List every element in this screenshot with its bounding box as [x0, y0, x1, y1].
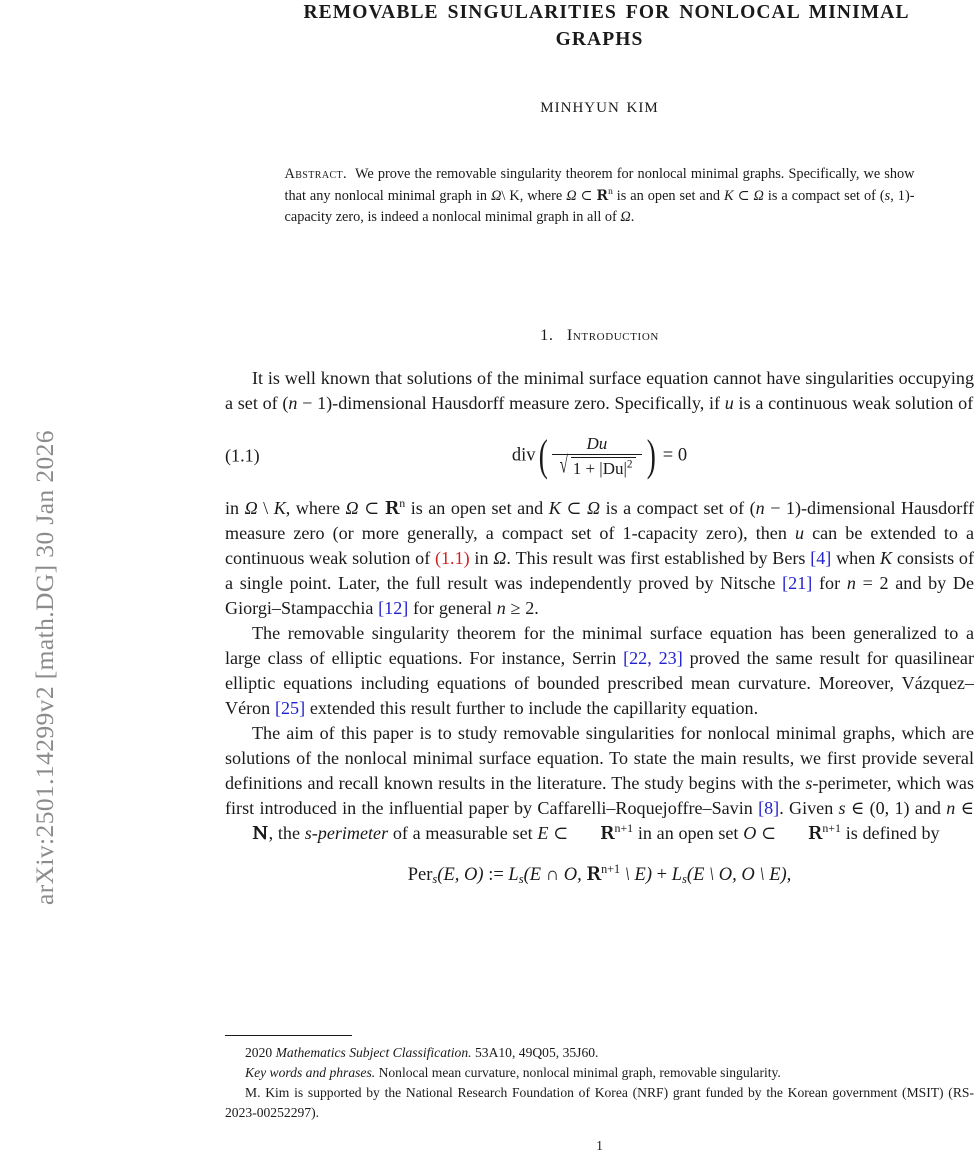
page-title-line-2: GRAPHS [555, 28, 644, 50]
footnote-keywords [225, 1063, 974, 1083]
abstract-k-1: K [724, 187, 734, 204]
per-o: O [464, 865, 478, 886]
eq-r-exponent: n+1 [601, 862, 621, 877]
left-paren: ( [538, 431, 548, 481]
p2-part-3: is an open set and [405, 498, 549, 519]
p4-part-11: is defined by [840, 823, 940, 844]
footnote-block [225, 1035, 974, 1122]
p4-blackboard-n: N [252, 823, 269, 845]
citation-vazquez-veron[interactable]: [25] [274, 698, 306, 719]
abstract-blackboard-r: R [596, 187, 609, 204]
p3-part-1: The removable singularity theorem for the minimal surface equation has been generalized to a large class of elliptic equations. For instance, Serrin [225, 623, 974, 669]
p4-part-2: -perimeter, which was first introduced in the influential paper by Caffarelli–Roquejoffre–Savin [225, 773, 974, 819]
paragraph-4 [225, 721, 974, 846]
p2-r-exponent: n [399, 496, 406, 511]
abstract-s: s [884, 187, 891, 204]
p2-part-7: in [469, 548, 494, 569]
p2-part-14: ≥ 2. [505, 598, 539, 619]
p2-part-4: is a compact set of ( [600, 498, 756, 519]
page-content [225, 0, 974, 1165]
l1-o: O [563, 865, 578, 886]
equation-reference-1-1[interactable]: (1.1) [434, 548, 470, 569]
abstract-omega-2: Ω [566, 187, 577, 204]
abstract-text-4: is a compact set of ( [763, 187, 885, 204]
msc-year: 2020 [245, 1045, 273, 1060]
equation-s-perimeter-body: Per$_s$(E, O) := $L_s(E$ ∩ O, $R^{n+1}$ \ $E) + L_s(E$ \ O, O \ E), [407, 862, 792, 887]
equation-1-1-body [511, 431, 688, 481]
abstract-text-6: . [630, 209, 635, 226]
l-operator-2: L [671, 865, 683, 886]
p2-omega-1: Ω [244, 498, 258, 519]
p2-u: u [794, 523, 805, 544]
equation-rhs: = 0 [662, 445, 688, 466]
footnote-rule [225, 1035, 352, 1036]
abstract-text-3: is an open set and [612, 187, 725, 204]
p2-k-1: K [273, 498, 286, 519]
p4-part-10: ⊂ [756, 823, 781, 844]
p1-u: u [724, 392, 734, 413]
p2-k-3: K [880, 548, 893, 569]
p4-part-4: ∈ (0, 1) and [845, 798, 947, 819]
abstract-r-exponent: n [608, 186, 613, 197]
equation-s-perimeter [225, 864, 974, 886]
p2-subset-2: ⊂ [560, 498, 587, 519]
p4-o: O [743, 823, 757, 844]
p3-part-2: proved the same result for quasilinear elliptic equations including equations of bounded prescribed mean curvature. Moreover, Vázquez–Véron [225, 648, 974, 719]
p1-part-3: is a continuous weak solution of [733, 392, 974, 413]
p2-part-10: consists of a single point. Later, the full result was independently proved by Nitsche [225, 548, 974, 594]
p2-n-3: n [496, 598, 506, 619]
abstract-heading: Abstract. [284, 165, 348, 182]
paragraph-1 [225, 366, 974, 416]
abstract-omega-4: Ω [620, 209, 631, 226]
paragraph-2 [225, 496, 974, 621]
per-operator: Per [407, 865, 433, 886]
l2-o: O [718, 865, 733, 886]
l-args-1b: \ E) [620, 865, 653, 886]
page-title [225, 0, 974, 54]
p4-n: n [946, 798, 956, 819]
p4-part-9: in an open set [633, 823, 744, 844]
p4-part-7: of a measurable set [388, 823, 538, 844]
citation-nitsche[interactable]: [21] [782, 573, 813, 594]
p2-n-2: n [846, 573, 856, 594]
p2-k-2: K [548, 498, 561, 519]
p4-part-1: The aim of this paper is to study removable singularities for nonlocal minimal graphs, which are solutions of the nonlocal minimal surface equation. To state the main results, we first provide several definitions and recall known results in the literature. The study begins with the [225, 723, 974, 794]
p1-n: n [288, 392, 298, 413]
author-name: MINHYUN KIM [540, 99, 659, 116]
equation-1-1 [225, 431, 974, 481]
radicand [571, 457, 636, 478]
per-subscript: s [432, 872, 438, 887]
p2-omega-2: Ω [345, 498, 359, 519]
p2-part-6: can be extended to a continuous weak solution of [225, 523, 974, 569]
p4-s-perimeter-term: s-perimeter [304, 823, 389, 844]
p2-n-1: n [755, 498, 765, 519]
l2-e: E [693, 865, 705, 886]
p2-part-11: for [812, 573, 847, 594]
radicand-exponent: 2 [626, 458, 633, 471]
p2-omega-4: Ω [493, 548, 507, 569]
fraction-du-over-sqrt [552, 434, 641, 478]
l1-e: E [529, 865, 542, 886]
abstract-text-1: We prove the removable singularity theorem for nonlocal minimal graphs. Specifically, we show that any nonlocal minimal graph in [284, 165, 915, 204]
p4-part-3: . Given [779, 798, 839, 819]
abstract-omega-3: Ω [753, 187, 764, 204]
right-paren: ) [646, 431, 656, 481]
page-number: 1 [596, 1138, 603, 1153]
msc-label: Mathematics Subject Classification. [275, 1045, 472, 1060]
equation-number-1-1: (1.1) [225, 445, 260, 466]
section-heading-introduction [225, 325, 974, 345]
footnote-msc [225, 1043, 974, 1063]
p2-setminus: \ [257, 498, 274, 519]
p2-part-2: , where [285, 498, 346, 519]
citation-de-giorgi-stampacchia[interactable]: [12] [378, 598, 409, 619]
abstract-subset-2: ⊂ [733, 187, 754, 204]
p4-part-6: , the [268, 823, 305, 844]
p4-e: E [537, 823, 549, 844]
abstract-setminus-k: \ K [501, 187, 520, 204]
l1-e2: E [634, 865, 646, 886]
p2-part-5: − 1)-dimensional Hausdorff measure zero (or more generally, a compact set of 1-capacity zero), then [225, 498, 974, 544]
section-title: Introduction [566, 324, 659, 344]
arxiv-stamp: arXiv:2501.14299v2 [math.DG] 30 Jan 2026 [30, 430, 59, 905]
citation-caffarelli-roquejoffre-savin[interactable]: [8] [758, 798, 780, 819]
msc-codes: 53A10, 49Q05, 35J60. [474, 1045, 599, 1060]
l-args-1: (E ∩ O, [523, 865, 587, 886]
p2-part-12: = 2 and by De Giorgi–Stampacchia [225, 573, 974, 619]
p1-part-1: It is well known that solutions of the minimal surface equation cannot have singularities occupying a set of ( [225, 367, 974, 413]
abstract-omega-1: Ω [491, 187, 502, 204]
footnote-funding: M. Kim is supported by the National Research Foundation of Korea (NRF) grant funded by the Korean government (MSIT) (RS-2023-00252297). [225, 1084, 974, 1120]
radical-sign-icon: √ [559, 450, 569, 479]
citation-serrin[interactable]: [22, 23] [623, 648, 683, 669]
p4-blackboard-r-1: R [600, 823, 615, 845]
p2-subset-1: ⊂ [358, 498, 385, 519]
p4-r-exponent-1: n+1 [614, 821, 634, 836]
per-arguments: (E, O) [437, 865, 484, 886]
abstract-subset-1: ⊂ [576, 187, 597, 204]
l-subscript-2: s [682, 872, 687, 887]
abstract-text-5: , 1)-capacity zero, is indeed a nonlocal minimal graph in all of [284, 187, 915, 226]
p4-blackboard-r-2: R [807, 823, 823, 845]
p2-part-8: . This result was first established by Bers [506, 548, 811, 569]
paragraph-3 [225, 621, 974, 721]
p2-blackboard-r: R [384, 498, 400, 520]
l-args-2: (E \ O, O \ E), [686, 865, 792, 886]
p4-r-exponent-2: n+1 [822, 821, 841, 836]
p4-part-5: ∈ [955, 798, 974, 819]
fraction-numerator: Du [586, 434, 608, 453]
l2-o2: O [741, 865, 755, 886]
p4-s-1: s [838, 798, 846, 819]
p2-part-9: when [831, 548, 881, 569]
l2-e2: E [769, 865, 781, 886]
radicand-text: 1 + |Du| [572, 459, 627, 479]
abstract-text-2: , where [519, 187, 567, 204]
p1-part-2: − 1)-dimensional Hausdorff measure zero. Specifically, if [297, 392, 725, 413]
p2-omega-3: Ω [586, 498, 601, 519]
l-operator-1: L [508, 865, 519, 886]
eq-blackboard-r: R [586, 864, 602, 886]
fraction-denominator [552, 450, 641, 479]
p2-part-1: in [225, 498, 245, 519]
p4-s-italic: s [805, 773, 813, 794]
per-e: E [443, 865, 455, 886]
p4-part-8: ⊂ [548, 823, 574, 844]
p2-part-13: for general [408, 598, 497, 619]
p3-part-3: extended this result further to include the capillarity equation. [305, 698, 759, 719]
page-title-line-1: REMOVABLE SINGULARITIES FOR NONLOCAL MINIMAL [303, 2, 910, 23]
keywords-text: Nonlocal mean curvature, nonlocal minimal graph, removable singularity. [378, 1064, 781, 1080]
citation-bers[interactable]: [4] [810, 548, 832, 569]
keywords-label: Key words and phrases. [245, 1064, 376, 1080]
section-number: 1. [540, 324, 554, 344]
div-operator: div [511, 445, 536, 466]
abstract-block [285, 164, 915, 229]
l-subscript-1: s [518, 872, 524, 887]
